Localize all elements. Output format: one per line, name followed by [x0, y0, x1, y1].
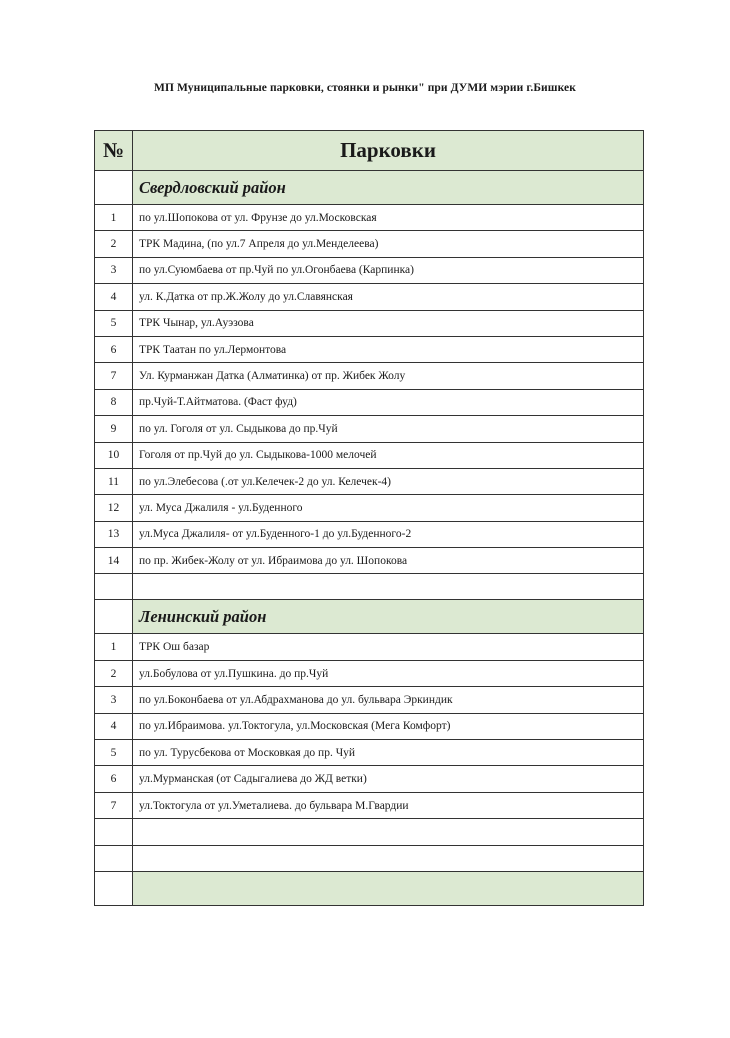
table-row: [95, 257, 644, 283]
table-row: [95, 205, 644, 231]
empty-cell: [95, 871, 133, 905]
header-title: Парковки: [133, 131, 644, 171]
table-row: [95, 548, 644, 574]
row-number: 5: [95, 310, 133, 336]
row-text: по ул.Боконбаева от ул.Абдрахманова до ул. бульвара Эркиндик: [133, 687, 644, 713]
empty-cell: [95, 819, 133, 845]
row-number: 14: [95, 548, 133, 574]
empty-cell: [95, 574, 133, 600]
table-row: [95, 468, 644, 494]
table-row: [95, 521, 644, 547]
table-row: [95, 687, 644, 713]
table-row: [95, 634, 644, 660]
empty-cell: [95, 845, 133, 871]
row-number: 13: [95, 521, 133, 547]
table-row: [95, 792, 644, 818]
row-text: ТРК Таатан по ул.Лермонтова: [133, 336, 644, 362]
table-row: [95, 363, 644, 389]
row-text: Ул. Курманжан Датка (Алматинка) от пр. Жибек Жолу: [133, 363, 644, 389]
table-row: [95, 713, 644, 739]
table-row: [95, 766, 644, 792]
row-number: 6: [95, 336, 133, 362]
row-text: Гоголя от пр.Чуй до ул. Сыдыкова-1000 мелочей: [133, 442, 644, 468]
row-number: 5: [95, 740, 133, 766]
row-number: 1: [95, 205, 133, 231]
table-row: [95, 336, 644, 362]
row-text: по ул.Суюмбаева от пр.Чуй по ул.Огонбаева (Карпинка): [133, 257, 644, 283]
row-text: ул.Муса Джалиля- от ул.Буденного-1 до ул.Буденного-2: [133, 521, 644, 547]
table-header-row: [95, 131, 644, 171]
district-row: [95, 600, 644, 634]
row-number: 4: [95, 713, 133, 739]
row-text: ул.Токтогула от ул.Уметалиева. до бульвара М.Гвардии: [133, 792, 644, 818]
table-row: [95, 310, 644, 336]
row-text: ТРК Мадина, (по ул.7 Апреля до ул.Менделеева): [133, 231, 644, 257]
empty-cell: [133, 574, 644, 600]
row-text: ТРК Ош базар: [133, 634, 644, 660]
row-text: по ул. Турусбекова от Московкая до пр. Чуй: [133, 740, 644, 766]
table-row: [95, 416, 644, 442]
parking-table: [94, 130, 644, 906]
table-row: [95, 495, 644, 521]
header-number: №: [95, 131, 133, 171]
row-text: по ул.Шопокова от ул. Фрунзе до ул.Московская: [133, 205, 644, 231]
row-number: 1: [95, 634, 133, 660]
row-number: 9: [95, 416, 133, 442]
row-number: 8: [95, 389, 133, 415]
district-name: Свердловский район: [133, 171, 644, 205]
row-number: 3: [95, 687, 133, 713]
row-number: 10: [95, 442, 133, 468]
table-row: [95, 442, 644, 468]
empty-row: [95, 819, 644, 845]
row-number: 2: [95, 231, 133, 257]
document-title: МП Муниципальные парковки, стоянки и рынки" при ДУМИ мэрии г.Бишкек: [154, 82, 576, 94]
table-row: [95, 389, 644, 415]
row-number: 12: [95, 495, 133, 521]
row-text: ул. К.Датка от пр.Ж.Жолу до ул.Славянская: [133, 284, 644, 310]
row-text: по пр. Жибек-Жолу от ул. Ибраимова до ул. Шопокова: [133, 548, 644, 574]
district-number-cell: [95, 171, 133, 205]
row-number: 4: [95, 284, 133, 310]
table-row: [95, 660, 644, 686]
table-row: [95, 284, 644, 310]
row-text: по ул. Гоголя от ул. Сыдыкова до пр.Чуй: [133, 416, 644, 442]
table-row: [95, 740, 644, 766]
district-number-cell: [95, 600, 133, 634]
row-text: пр.Чуй-Т.Айтматова. (Фаст фуд): [133, 389, 644, 415]
empty-cell: [133, 845, 644, 871]
district-row: [95, 171, 644, 205]
row-number: 7: [95, 792, 133, 818]
row-number: 6: [95, 766, 133, 792]
empty-cell: [133, 871, 644, 905]
district-name: Ленинский район: [133, 600, 644, 634]
empty-row: [95, 871, 644, 905]
row-number: 2: [95, 660, 133, 686]
table-row: [95, 231, 644, 257]
row-text: ТРК Чынар, ул.Ауэзова: [133, 310, 644, 336]
row-number: 3: [95, 257, 133, 283]
row-text: ул.Мурманская (от Садыгалиева до ЖД ветки): [133, 766, 644, 792]
row-text: по ул.Элебесова (.от ул.Келечек-2 до ул. Келечек-4): [133, 468, 644, 494]
row-text: ул.Бобулова от ул.Пушкина. до пр.Чуй: [133, 660, 644, 686]
row-text: по ул.Ибраимова. ул.Токтогула, ул.Московская (Мега Комфорт): [133, 713, 644, 739]
empty-row: [95, 574, 644, 600]
empty-row: [95, 845, 644, 871]
empty-cell: [133, 819, 644, 845]
row-text: ул. Муса Джалиля - ул.Буденного: [133, 495, 644, 521]
row-number: 7: [95, 363, 133, 389]
row-number: 11: [95, 468, 133, 494]
